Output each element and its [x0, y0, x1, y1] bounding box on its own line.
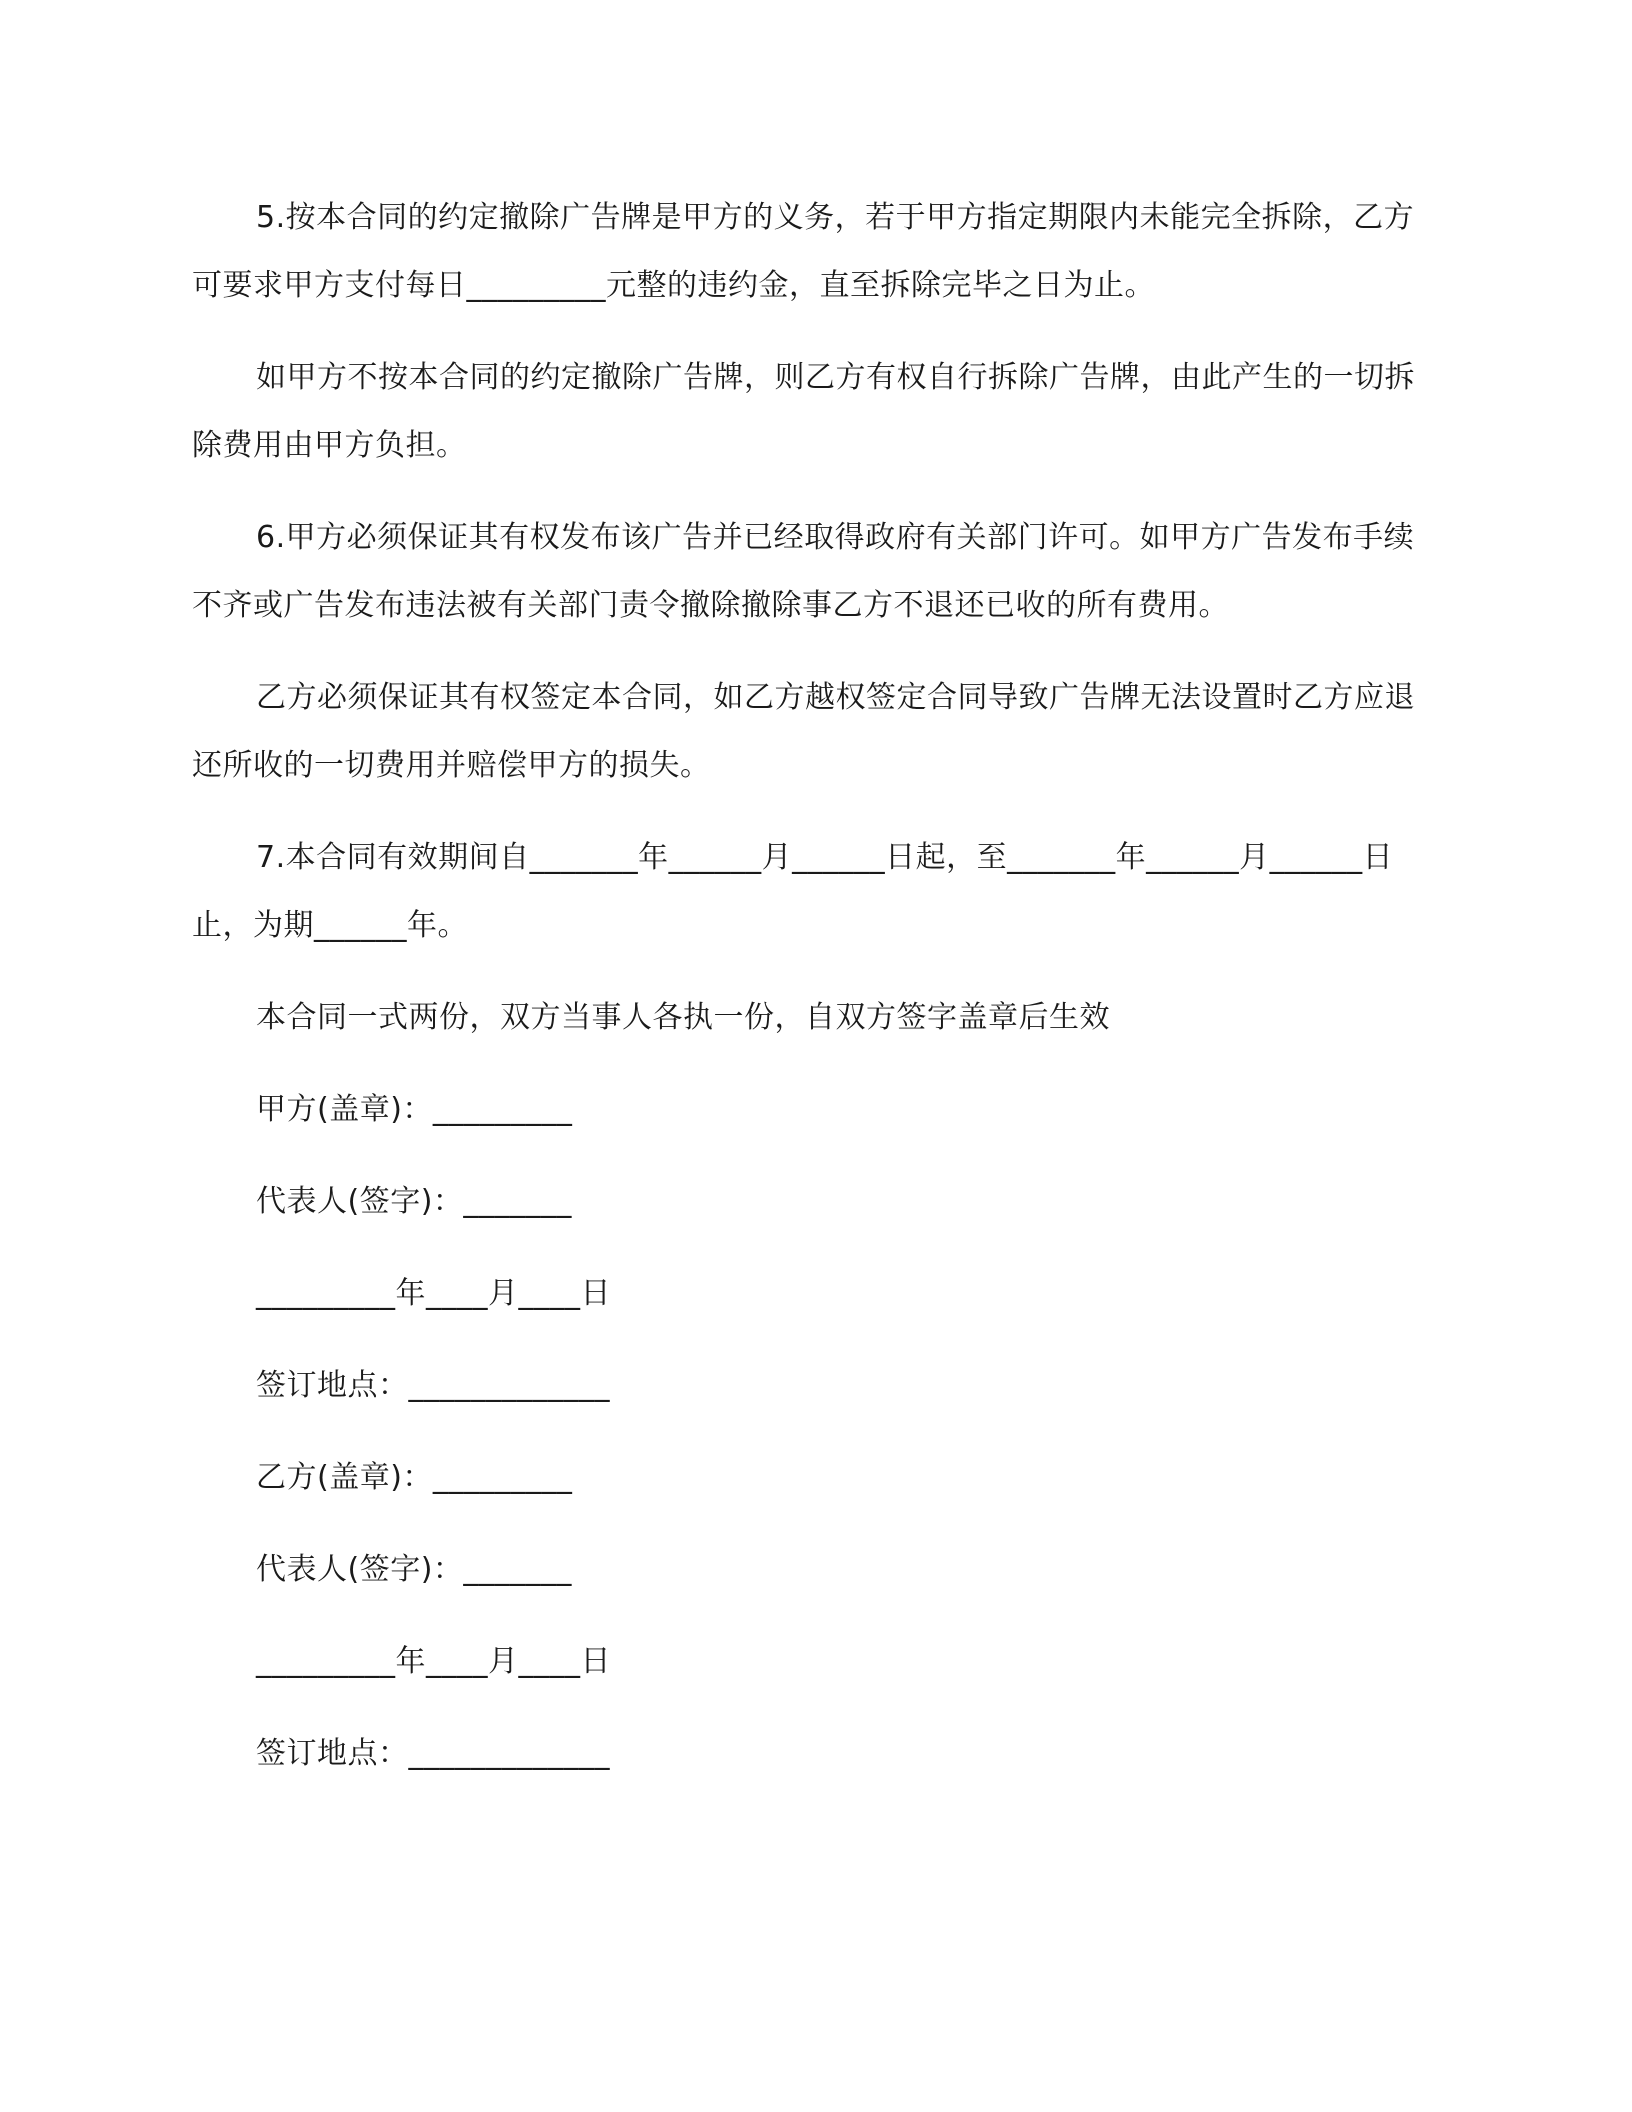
party-b-representative: 代表人(签字)：_______: [256, 1552, 572, 1587]
party-b-date: _________年____月____日: [256, 1644, 611, 1679]
clause-7-validity-period: 7.本合同有效期间自_______年______月______日起，至_______年______月______日止，为期______年。: [192, 840, 1394, 943]
clause-6-party-b-guarantee: 乙方必须保证其有权签定本合同，如乙方越权签定合同导致广告牌无法设置时乙方应退还所收的一切费用并赔偿甲方的损失。: [192, 680, 1415, 783]
party-b-seal: 乙方(盖章)：_________: [256, 1460, 573, 1495]
party-a-seal: 甲方(盖章)：_________: [256, 1092, 573, 1127]
party-a-representative: 代表人(签字)：_______: [256, 1184, 572, 1219]
clause-5-penalty: 5.按本合同的约定撤除广告牌是甲方的义务，若于甲方指定期限内未能完全拆除，乙方可要求甲方支付每日_________元整的违约金，直至拆除完毕之日为止。: [192, 200, 1415, 303]
contract-body: [192, 184, 1440, 1788]
clause-5-removal-cost: 如甲方不按本合同的约定撤除广告牌，则乙方有权自行拆除广告牌，由此产生的一切拆除费用由甲方负担。: [192, 360, 1415, 463]
party-b-signing-place: 签订地点：_____________: [256, 1736, 610, 1771]
party-a-date: _________年____月____日: [256, 1276, 611, 1311]
party-a-signing-place: 签订地点：_____________: [256, 1368, 610, 1403]
copies-statement: 本合同一式两份，双方当事人各执一份，自双方签字盖章后生效: [256, 1000, 1110, 1035]
clause-6-party-a-guarantee: 6.甲方必须保证其有权发布该广告并已经取得政府有关部门许可。如甲方广告发布手续不齐或广告发布违法被有关部门责令撤除撤除事乙方不退还已收的所有费用。: [192, 520, 1415, 623]
